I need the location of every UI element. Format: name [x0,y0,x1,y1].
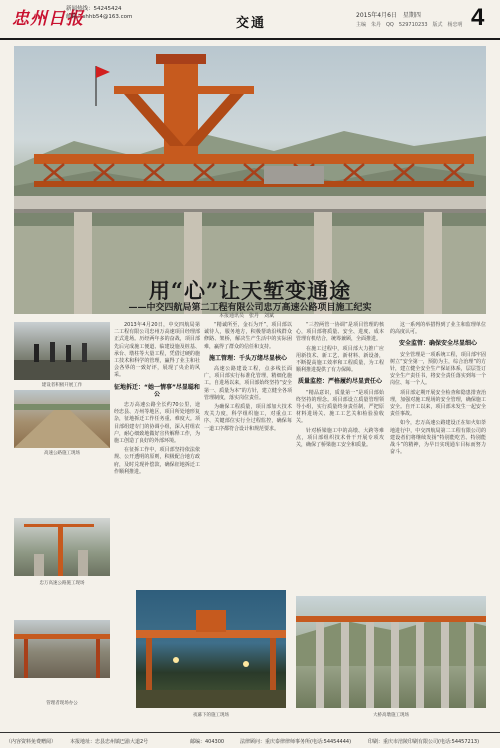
section-subtitle: 安全监管：确保安全尽显细心 [398,340,477,348]
night-gantry-illustration [136,590,286,708]
photo-caption: 建设者积极开展工作 [41,383,83,388]
footer-address: 本报地址：忠县忠州镇巴渝大道2号 [70,739,149,745]
paragraph: 为确保工程质量，项目部加大技术攻关力度，科学组织施工，对重点工序、关键部位实行全过程监控，确保每一道工序都符合设计和规范要求。 [204,404,292,432]
paragraph: 如今，忠万高速公路建设正在如火如荼地进行中，中交四航局第二工程有限公司的建设者们将继续发扬“特别能吃苦、特别能战斗”的精神，为早日实现通车目标而努力奋斗。 [390,420,486,456]
photo-highway-site [14,390,110,448]
paragraph: 2013年4月20日，中交四航局第二工程有限公司忠州万高速项目经理部正式进场。历经两年多的奋战，项目部先后完成施工便道、临建设施及桩基、承台、墩柱等大量工程，凭借过硬的施工技术和科学的管理，赢得了业主和社会各界的一致好评，展现了央企的风采。 [114,322,200,379]
paragraph: “三控两管一协调”是项目管理的核心，项目部将质量、安全、进度、成本管理有机结合，统筹兼顾，全面推进。 [296,322,384,343]
page-number: 4 [471,4,485,31]
paragraph: “精诚所至，金石为开”，项目部以诚待人，服务地方，积极帮助沿线群众修路、架桥，解决生产生活中的实际困难，赢得了群众的信任和支持。 [204,322,292,350]
piers-illustration [296,596,486,708]
photo-manager-office [14,620,110,678]
masthead [0,0,500,40]
article-headline: 用“心”让天堑变通途 [148,278,352,303]
bridge-construction-illustration [14,46,486,314]
article-byline: 本报通讯员 张丹 刘斌 [219,313,275,319]
workers-silhouette [14,322,110,380]
footer-legal-counsel: 法律顾问：重庆泰律律师事务所(电话:54454444) [240,739,352,745]
photo-caption: 高速公路施工现场 [44,451,80,456]
paragraph: 安全管理是一项系统工程，项目部牢固树立“安全第一，预防为主，综合治理”的方针，建立健全安全生产保证体系，层层签订安全生产责任书，将安全责任落实到每一个岗位、每一个人。 [390,351,486,387]
paragraph: 项目部定期开展安全检查和隐患排查治理，加强对施工现场的安全管理，确保施工安全。自开工以来，项目部未发生一起安全责任事故。 [390,389,486,418]
crane-illustration [14,518,110,576]
article-column-1 [114,322,200,552]
paragraph: 这一系列的举措得到了业主和监理单位的高度认可。 [390,322,486,336]
section-subtitle: 征地拆迁：“她一情事”尽显聪和公 [114,383,200,398]
hero-photo-bridge-construction [14,46,486,319]
issue-date: 2015年4月6日 星期四 [356,12,421,19]
page-footer [0,732,500,748]
article-column-2 [204,322,292,552]
footer-free-note: （内容资料免费赠阅） [6,739,57,745]
photo-caption: 管理者现场办公 [46,701,78,706]
section-title: 交通 [236,16,267,31]
editor-credits: 主编 朱丹 QQ 529710233 版式 杨忠明 [356,22,463,28]
newspaper-logo: 忠州日报 [12,9,84,29]
paragraph: 高速公路建设工程，点多线长面广，项目部实行标准化管理，精细化施工。自进场以来，项目部始终坚持“安全第一、质量为本”的方针，建立健全各项管理制度，落实岗位责任。 [204,366,292,401]
section-subtitle: 质量监控：严格履约尽显责任心 [297,378,382,386]
paragraph: 在征拆工作中，项目部坚持依法依规、公开透明的原则，积极配合地方政府，及时兑现补偿款，确保征地拆迁工作顺利推进。 [114,447,200,475]
photo-caption: 大桥高墩施工现场 [373,713,409,718]
footer-printer: 印刷：重庆市涪陵印刷有限公司(电话:54457213) [368,739,480,745]
article-column-3 [296,322,384,562]
gantry-illustration [14,620,110,678]
photo-tall-piers [296,596,486,708]
photo-workers-at-site [14,322,110,380]
email-address: 邮箱：shhb54@163.com [66,14,133,20]
highway-illustration [14,390,110,448]
news-hotline: 新闻热线：54245424 [66,6,122,12]
article-subheadline: ——中交四航局第二工程有限公司忠万高速公路项目施工纪实 [128,303,372,313]
photo-caption: 夜幕下的施工现场 [193,713,229,718]
paragraph: 忠万高速公路全长约70公里，途经忠县、万州等地区，项目所处地形复杂，征地拆迁工作任务重、难度大。项目部组建专门的协调小组，深入村组农户，耐心细致地做好宣传解释工作，为施工创造了良好的外部环境。 [114,402,200,445]
photo-caption: 忠万高速公路施工现场 [39,581,85,586]
photo-tower-crane-site [14,518,110,576]
contact-info [66,5,132,21]
photo-night-construction [136,590,286,708]
paragraph: 在施工过程中，项目部大力推广应用新技术、新工艺、新材料、新设备，不断提高施工效率和工程质量，为工程顺利推进提供了有力保障。 [296,345,384,374]
footer-postcode: 邮编：404300 [190,739,225,745]
paragraph: “精品意识，质量第一”是项目部始终坚持的理念。项目部设立质量管理领导小组，实行质量终身责任制，严把原材料进场关、施工工艺关和检验验收关。 [296,389,384,425]
article-column-4 [390,322,486,592]
paragraph: 针对桥梁施工中的高墩、大跨等难点，项目部组织技术骨干开展专项攻关，确保了桥梁施工安全和质量。 [296,427,384,449]
section-subtitle: 施工管理：千头万绪尽显核心 [208,354,287,362]
